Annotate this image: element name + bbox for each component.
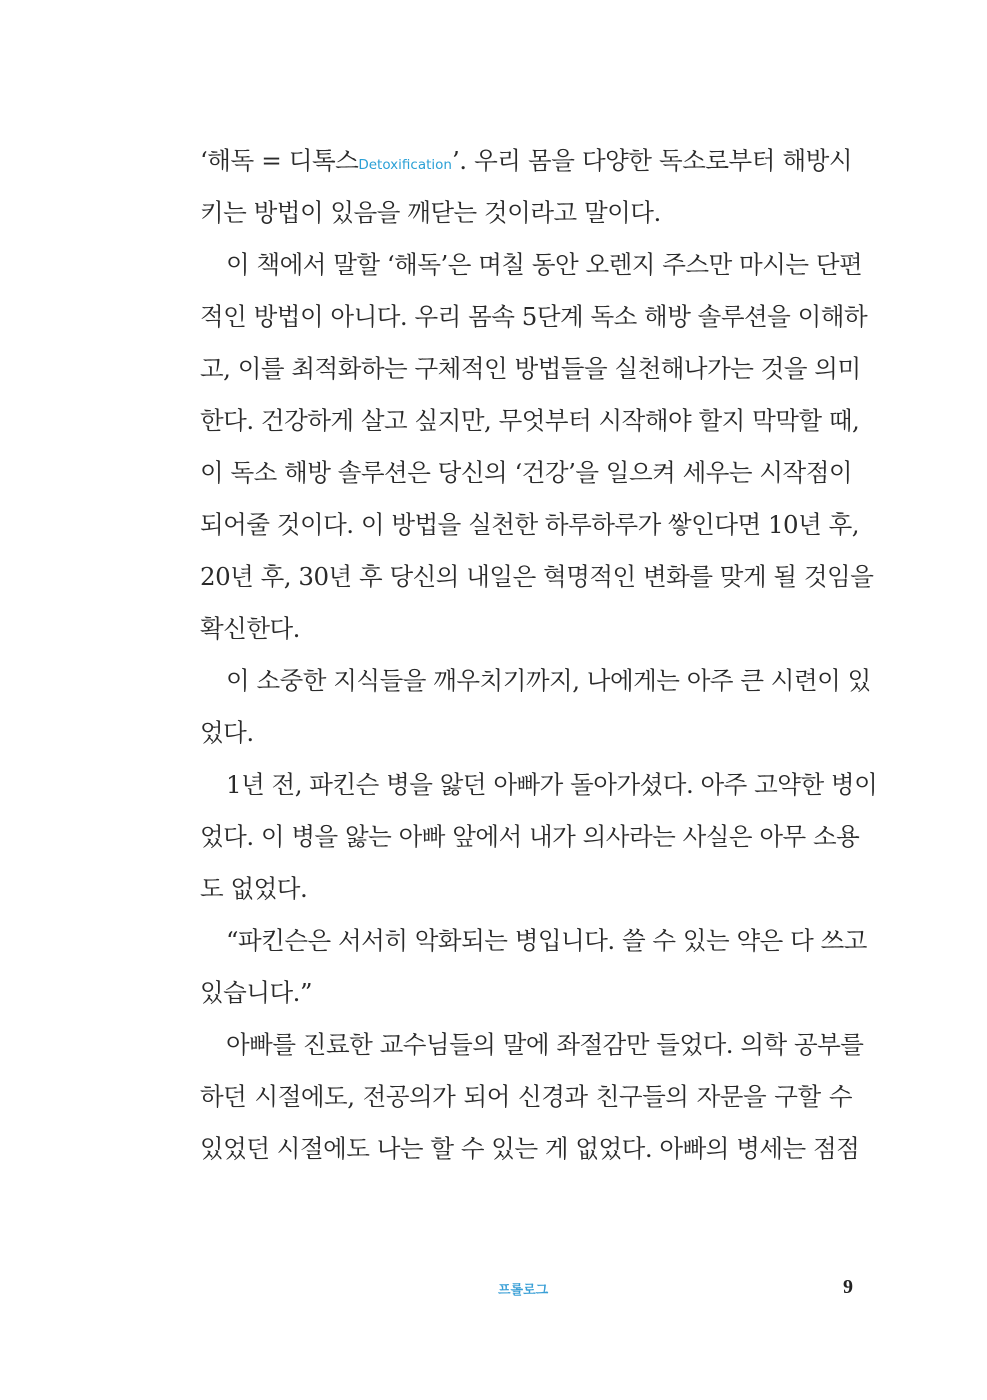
page-number: 9	[843, 1276, 853, 1298]
paragraph-line	[200, 139, 852, 191]
line-text: ‘해독 = 디톡스	[200, 146, 359, 175]
paragraph-line: 1년 전, 파킨슨 병을 앓던 아빠가 돌아가셨다. 아주 고약한 병이	[226, 770, 878, 799]
paragraph-line: 었다.	[200, 718, 254, 747]
paragraph-line: 이 책에서 말할 ‘해독’은 며칠 동안 오렌지 주스만 마시는 단편	[226, 250, 863, 279]
paragraph-line: 되어줄 것이다. 이 방법을 실천한 하루하루가 쌓인다면 10년 후,	[200, 510, 860, 539]
paragraph-line: 한다. 건강하게 살고 싶지만, 무엇부터 시작해야 할지 막막할 때,	[200, 406, 860, 435]
english-gloss: Detoxification	[358, 157, 452, 173]
quote-line: “파킨슨은 서서히 악화되는 병입니다. 쓸 수 있는 약은 다 쓰고	[226, 926, 867, 955]
paragraph-line: 하던 시절에도, 전공의가 되어 신경과 친구들의 자문을 구할 수	[200, 1082, 852, 1111]
running-footer-section: 프롤로그	[498, 1283, 549, 1298]
paragraph-line: 었다. 이 병을 앓는 아빠 앞에서 내가 의사라는 사실은 아무 소용	[200, 822, 860, 851]
paragraph-line: 이 소중한 지식들을 깨우치기까지, 나에게는 아주 큰 시련이 있	[226, 666, 871, 695]
paragraph-line: 20년 후, 30년 후 당신의 내일은 혁명적인 변화를 맞게 될 것임을	[200, 562, 874, 591]
paragraph-line: 있었던 시절에도 나는 할 수 있는 게 없었다. 아빠의 병세는 점점	[200, 1134, 860, 1163]
paragraph-line: 적인 방법이 아니다. 우리 몸속 5단계 독소 해방 솔루션을 이해하	[200, 302, 868, 331]
paragraph-line: 키는 방법이 있음을 깨닫는 것이라고 말이다.	[200, 198, 661, 227]
paragraph-line: 아빠를 진료한 교수님들의 말에 좌절감만 들었다. 의학 공부를	[226, 1030, 864, 1059]
body-text	[200, 139, 878, 1179]
paragraph-line: 이 독소 해방 솔루션은 당신의 ‘건강’을 일으켜 세우는 시작점이	[200, 458, 853, 487]
quote-line: 있습니다.”	[200, 978, 312, 1007]
paragraph-line: 도 없었다.	[200, 874, 308, 903]
paragraph-line: 고, 이를 최적화하는 구체적인 방법들을 실천해나가는 것을 의미	[200, 354, 861, 383]
paragraph-line: 확신한다.	[200, 614, 300, 643]
line-text: ’. 우리 몸을 다양한 독소로부터 해방시	[451, 146, 852, 175]
